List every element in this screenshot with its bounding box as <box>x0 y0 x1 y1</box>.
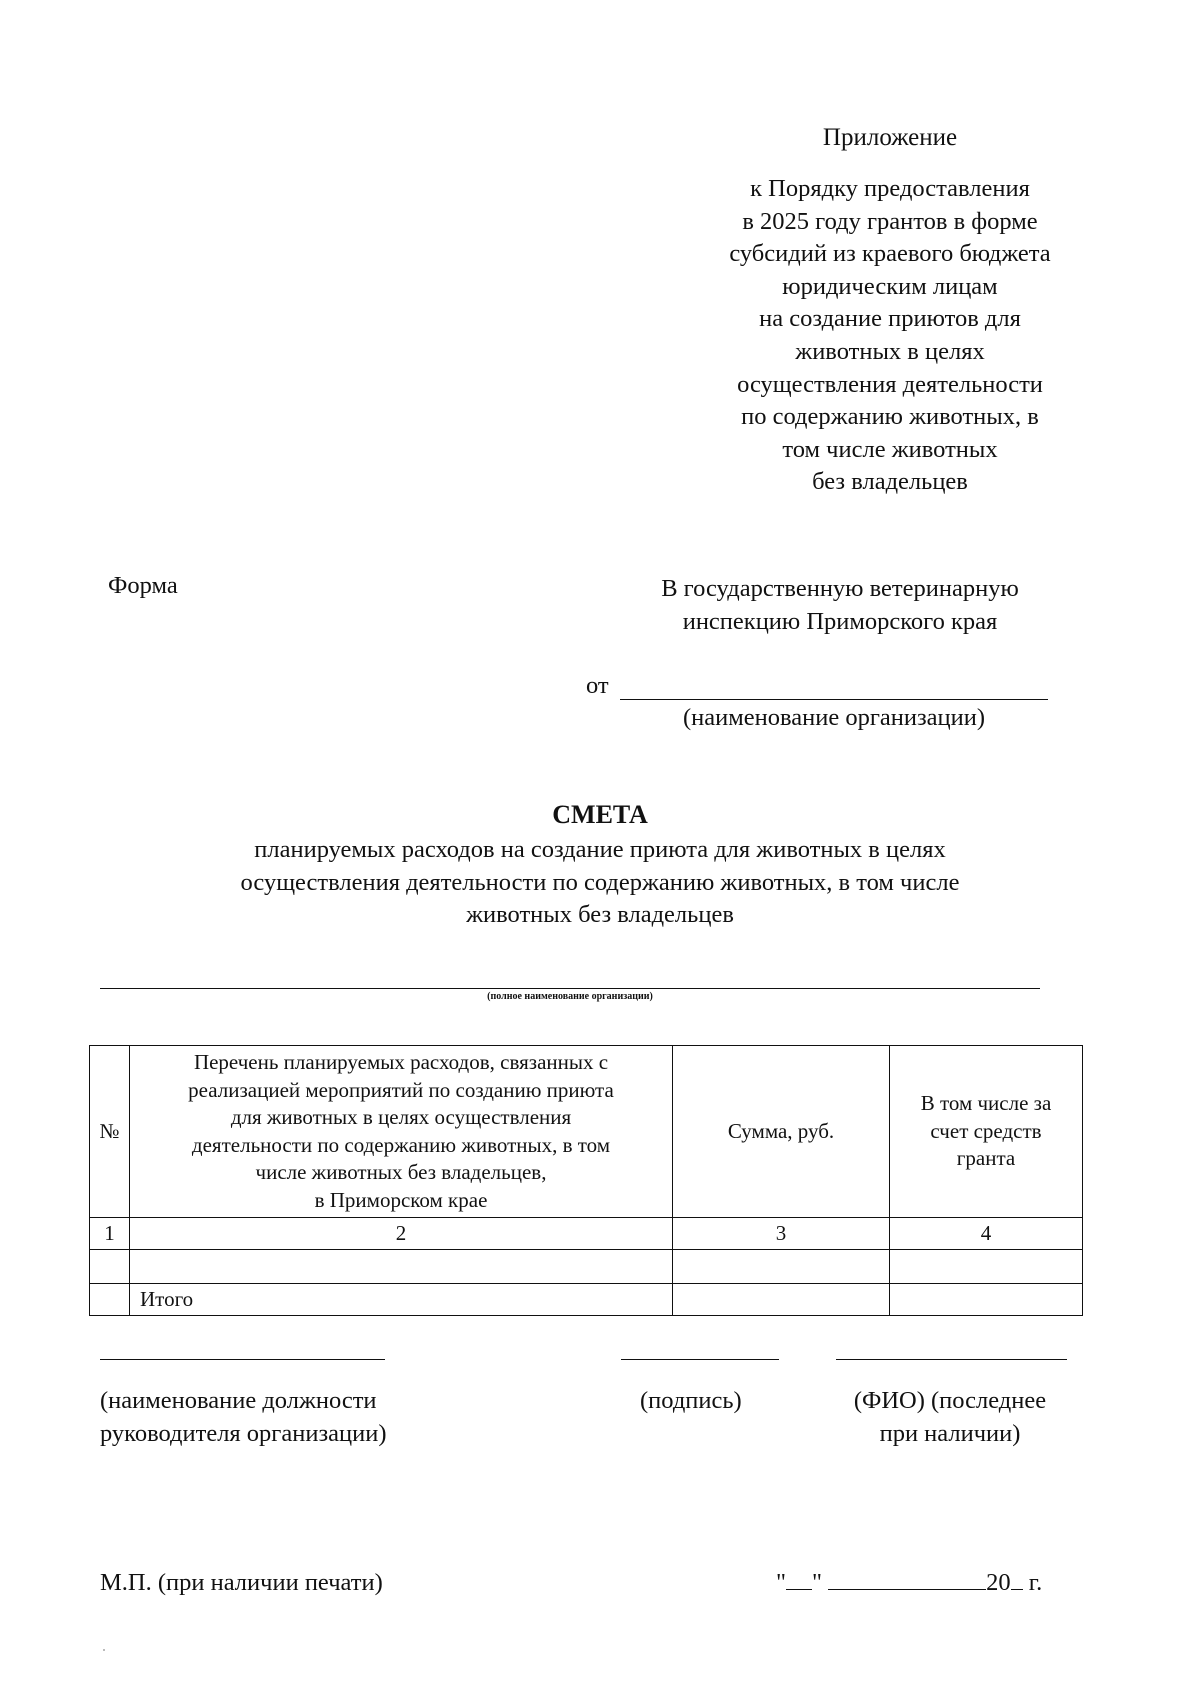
total-row <box>90 1284 1083 1316</box>
header-description-line: деятельности по содержанию животных, в том <box>191 1132 611 1157</box>
appendix-reference <box>600 173 1180 499</box>
position-caption <box>100 1384 387 1450</box>
appendix-line: субсидий из краевого бюджета <box>729 240 1051 268</box>
document-title: СМЕТА <box>552 800 648 829</box>
recipient-line: В государственную ветеринарную <box>661 575 1019 602</box>
header-grant-line: В том числе за <box>920 1091 1052 1116</box>
from-label: от <box>586 672 609 699</box>
full-name-field[interactable] <box>836 1359 1067 1360</box>
table-header-row <box>90 1046 1083 1218</box>
appendix-title: Приложение <box>822 124 958 151</box>
recipient-line: инспекцию Приморского края <box>682 608 998 635</box>
table-row <box>90 1250 1083 1284</box>
header-description-line: реализацией мероприятий по созданию приюта <box>188 1077 614 1102</box>
position-field[interactable] <box>100 1359 385 1360</box>
month-blank[interactable] <box>828 1569 986 1590</box>
table-cell <box>90 1284 130 1316</box>
total-amount-cell[interactable] <box>673 1284 890 1316</box>
appendix-line: юридическим лицам <box>782 272 998 300</box>
total-grant-cell[interactable] <box>890 1284 1083 1316</box>
name-caption-line: (ФИО) (последнее <box>853 1387 1047 1414</box>
column-number: 3 <box>673 1218 890 1250</box>
signature-caption: (подпись) <box>640 1387 742 1414</box>
header-grant <box>890 1046 1083 1218</box>
total-label: Итого <box>130 1284 673 1316</box>
signature-field[interactable] <box>621 1359 779 1360</box>
header-description-line: для животных в целях осуществления <box>230 1105 572 1129</box>
table-cell[interactable] <box>130 1250 673 1284</box>
appendix-line: на создание приютов для <box>759 305 1021 333</box>
date-quote-open: " <box>776 1569 787 1596</box>
document-subtitle <box>140 834 1060 932</box>
column-number: 1 <box>90 1218 130 1250</box>
header-description-line: Перечень планируемых расходов, связанных с <box>193 1050 609 1074</box>
organization-name-field[interactable] <box>620 699 1048 700</box>
subtitle-line: животных без владельцев <box>466 901 734 928</box>
appendix-line: без владельцев <box>812 468 968 496</box>
header-num: № <box>90 1046 130 1218</box>
date-quote-close: " <box>812 1569 823 1596</box>
header-grant-line: гранта <box>956 1146 1016 1171</box>
day-blank[interactable] <box>786 1569 812 1590</box>
position-caption-line: руководителя организации) <box>100 1420 387 1447</box>
subtitle-line: планируемых расходов на создание приюта для животных в целях <box>254 836 946 863</box>
scan-artifact <box>103 1649 105 1651</box>
name-caption-line: при наличии) <box>879 1420 1021 1447</box>
column-number: 4 <box>890 1218 1083 1250</box>
appendix-line: том числе животных <box>782 435 998 463</box>
header-amount: Сумма, руб. <box>673 1046 890 1218</box>
position-caption-line: (наименование должности <box>100 1387 377 1414</box>
table-cell[interactable] <box>90 1250 130 1284</box>
appendix-line: в 2025 году грантов в форме <box>742 207 1038 235</box>
header-description <box>130 1046 673 1218</box>
year-prefix: 20 <box>986 1569 1011 1596</box>
year-suffix: г. <box>1022 1569 1043 1596</box>
full-organization-name-field[interactable] <box>100 988 1040 989</box>
table-cell[interactable] <box>673 1250 890 1284</box>
appendix-line: по содержанию животных, в <box>741 403 1039 431</box>
name-caption <box>830 1384 1070 1450</box>
estimate-table <box>89 1045 1083 1316</box>
subtitle-line: осуществления деятельности по содержанию животных, в том числе <box>240 868 960 896</box>
appendix-line: осуществления деятельности <box>737 370 1043 398</box>
header-description-line: числе животных без владельцев, <box>255 1160 547 1184</box>
header-description-line: в Приморском крае <box>314 1187 488 1212</box>
column-number-row <box>90 1218 1083 1250</box>
column-number: 2 <box>130 1218 673 1250</box>
table-cell[interactable] <box>890 1250 1083 1284</box>
date-field[interactable] <box>776 1569 1042 1597</box>
from-caption: (наименование организации) <box>682 704 986 731</box>
header-grant-line: счет средств <box>930 1118 1042 1143</box>
year-blank[interactable] <box>1011 1569 1023 1590</box>
appendix-line: животных в целях <box>795 337 985 365</box>
recipient-block <box>580 572 1100 638</box>
form-label: Форма <box>108 572 178 599</box>
stamp-label: М.П. (при наличии печати) <box>100 1569 383 1596</box>
org-caption: (полное наименование организации) <box>487 991 653 1002</box>
appendix-line: к Порядку предоставления <box>750 175 1030 202</box>
